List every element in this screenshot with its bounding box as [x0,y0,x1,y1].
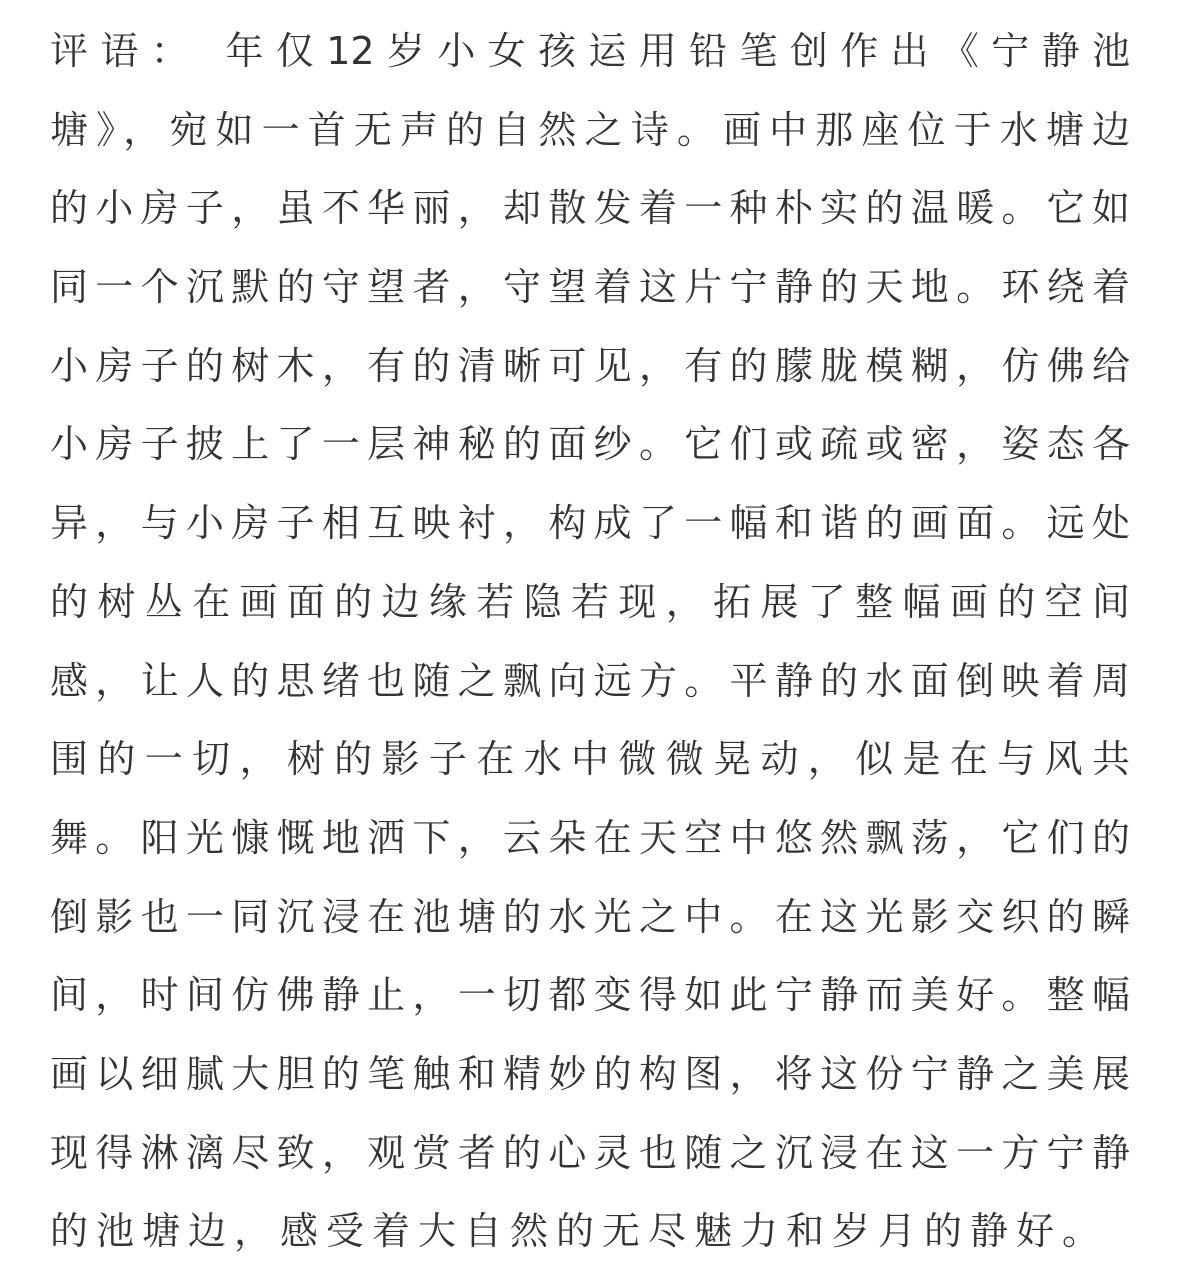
review-line: 感，让人的思绪也随之飘向远方。平静的水面倒映着周 [50,658,1130,703]
review-line: 评语： 年仅12岁小女孩运用铅笔创作出《宁静池 [50,29,1130,73]
review-line: 塘》，宛如一首无声的自然之诗。画中那座位于水塘边 [50,107,1130,152]
review-line: 现得淋漓尽致，观赏者的心灵也随之沉浸在这一方宁静 [50,1130,1130,1175]
review-line: 画以细腻大胆的笔触和精妙的构图，将这份宁静之美展 [50,1051,1130,1096]
review-line: 的树丛在画面的边缘若隐若现，拓展了整幅画的空间 [50,579,1130,624]
review-line: 同一个沉默的守望者，守望着这片宁静的天地。环绕着 [50,265,1130,310]
review-line: 小房子披上了一层神秘的面纱。它们或疏或密，姿态各 [50,422,1130,467]
review-line: 围的一切，树的影子在水中微微晃动，似是在与风共 [50,737,1130,782]
review-line: 间，时间仿佛静止，一切都变得如此宁静而美好。整幅 [50,973,1130,1018]
review-line: 小房子的树木，有的清晰可见，有的朦胧模糊，仿佛给 [50,343,1130,388]
review-line: 的小房子，虽不华丽，却散发着一种朴实的温暖。它如 [50,186,1130,231]
review-article [50,12,1130,1271]
review-line: 的池塘边，感受着大自然的无尽魅力和岁月的静好。 [50,1209,1109,1254]
review-line: 舞。阳光慷慨地洒下，云朵在天空中悠然飘荡，它们的 [50,815,1130,860]
review-line: 倒影也一同沉浸在池塘的水光之中。在这光影交织的瞬 [50,894,1130,939]
review-line: 异，与小房子相互映衬，构成了一幅和谐的画面。远处 [50,501,1130,546]
